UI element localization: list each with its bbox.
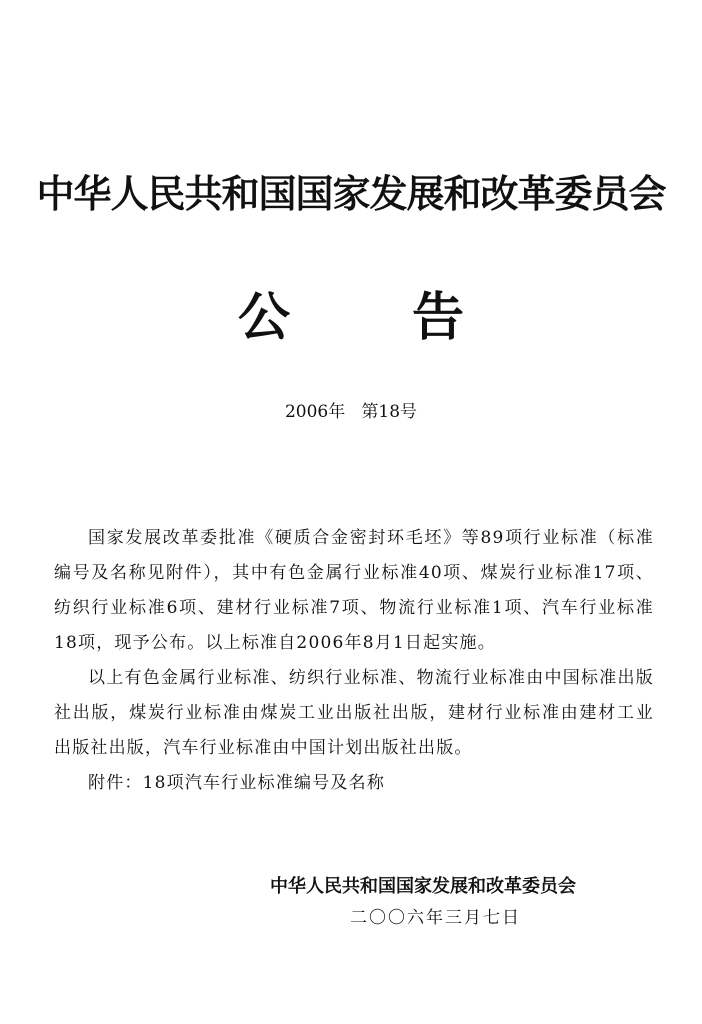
doc-type-char-2: 告 <box>412 288 465 348</box>
signature-issuer: 中华人民共和国国家发展和改革委员会 <box>270 876 576 897</box>
attachment-note: 附件：18项汽车行业标准编号及名称 <box>88 773 386 793</box>
document-number: 2006年 第18号 <box>284 402 418 422</box>
notice-body <box>54 521 654 801</box>
issuer-title: 中华人民共和国国家发展和改革委员会 <box>36 172 666 216</box>
body-paragraph: 国家发展改革委批准《硬质合金密封环毛坯》等89项行业标准（标准编号及名称见附件），其中有色金属行业标准40项、煤炭行业标准17项、纺织行业标准6项、建材行业标准7项、物流行业标准1项、汽车行业标准18项，现予公布。以上标准自2006年8月1日起实施。 <box>54 528 654 653</box>
body-paragraph: 以上有色金属行业标准、纺织行业标准、物流行业标准由中国标准出版社出版，煤炭行业标准由煤炭工业出版社出版，建材行业标准由建材工业出版社出版，汽车行业标准由中国计划出版社出版。 <box>54 668 654 758</box>
signature-date: 二〇〇六年三月七日 <box>350 908 521 928</box>
doc-type-char-1: 公 <box>238 288 291 348</box>
